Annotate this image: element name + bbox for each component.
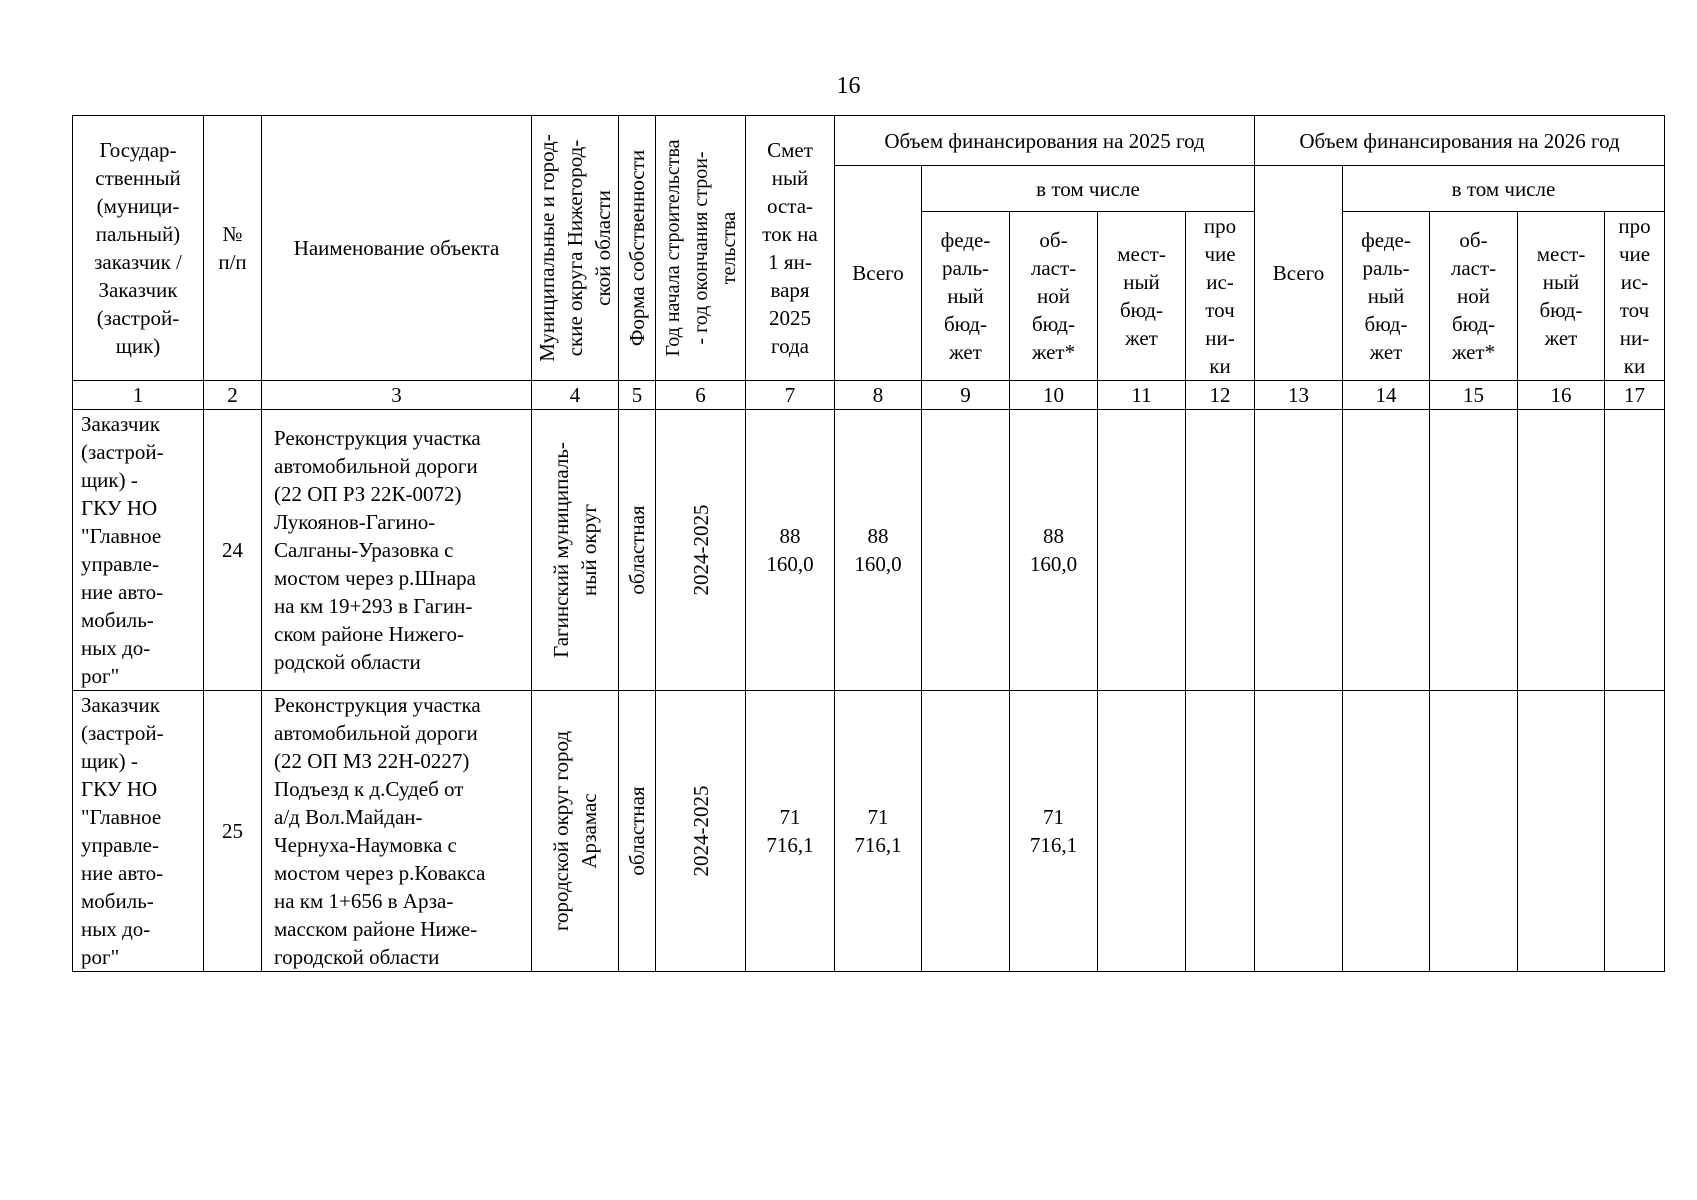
- header-financing-2026: Объем финансирования на 2026 год: [1255, 116, 1665, 166]
- column-number: 9: [922, 381, 1010, 410]
- column-number: 15: [1430, 381, 1518, 410]
- row-other-2025: [1186, 410, 1255, 691]
- row-regional-2026: [1430, 410, 1518, 691]
- header-num: № п/п: [204, 116, 262, 381]
- header-years: Год начала строительства - год окончания строи- тельства: [656, 116, 746, 381]
- header-federal-2025: феде- раль- ный бюд- жет: [922, 212, 1010, 381]
- row-ownership: областная: [619, 691, 656, 972]
- row-federal-2026: [1343, 410, 1430, 691]
- header-including-2026: в том числе: [1343, 166, 1665, 212]
- row-object-name: Реконструкция участка автомобильной дороги (22 ОП РЗ 22К-0072) Лукоянов-Гагино- Салганы-Уразовка с мостом через р.Шнара на км 19+293 в Гагин- ском районе Нижего- родской области: [262, 410, 532, 691]
- header-other-2026: про чие ис- точ ни- ки: [1605, 212, 1665, 381]
- header-object-name: Наименование объекта: [262, 116, 532, 381]
- row-regional-2025: 88 160,0: [1010, 410, 1098, 691]
- header-other-2025: про чие ис- точ ни- ки: [1186, 212, 1255, 381]
- row-municipal: городской округ город Арзамас: [532, 691, 619, 972]
- column-number: 7: [746, 381, 835, 410]
- column-number: 14: [1343, 381, 1430, 410]
- row-federal-2025: [922, 691, 1010, 972]
- header-regional-2025: об- ласт- ной бюд- жет*: [1010, 212, 1098, 381]
- header-total-2025: Всего: [835, 166, 922, 381]
- page-number: 16: [836, 73, 861, 99]
- row-total-2025: 71 716,1: [835, 691, 922, 972]
- column-number: 12: [1186, 381, 1255, 410]
- row-years: 2024-2025: [656, 691, 746, 972]
- column-number: 17: [1605, 381, 1665, 410]
- header-local-2025: мест- ный бюд- жет: [1098, 212, 1186, 381]
- column-number: 3: [262, 381, 532, 410]
- header-municipal: Муниципальные и город- ские округа Нижегород- ской области: [532, 116, 619, 381]
- column-number: 4: [532, 381, 619, 410]
- header-customer: Государ- ственный (муници- пальный) заказчик / Заказчик (застрой- щик): [73, 116, 204, 381]
- row-local-2025: [1098, 410, 1186, 691]
- row-regional-2025: 71 716,1: [1010, 691, 1098, 972]
- column-number: 2: [204, 381, 262, 410]
- row-num: 25: [204, 691, 262, 972]
- row-federal-2025: [922, 410, 1010, 691]
- row-municipal: Гагинский муниципаль- ный округ: [532, 410, 619, 691]
- row-total-2025: 88 160,0: [835, 410, 922, 691]
- table-row: [73, 410, 1665, 691]
- header-ownership: Форма собственности: [619, 116, 656, 381]
- column-number: 11: [1098, 381, 1186, 410]
- financing-table: [72, 115, 1665, 972]
- row-customer: Заказчик (застрой- щик) - ГКУ НО "Главное управле- ние авто- мобиль- ных до- рог": [73, 691, 204, 972]
- row-local-2025: [1098, 691, 1186, 972]
- header-estimate: Смет ный оста- ток на 1 ян- варя 2025 года: [746, 116, 835, 381]
- column-number: 5: [619, 381, 656, 410]
- header-total-2026: Всего: [1255, 166, 1343, 381]
- column-number: 8: [835, 381, 922, 410]
- header-financing-2025: Объем финансирования на 2025 год: [835, 116, 1255, 166]
- row-estimate: 71 716,1: [746, 691, 835, 972]
- row-total-2026: [1255, 410, 1343, 691]
- row-num: 24: [204, 410, 262, 691]
- row-object-name: Реконструкция участка автомобильной дороги (22 ОП МЗ 22Н-0227) Подъезд к д.Судеб от а/д Вол.Майдан- Чернуха-Наумовка с мостом через р.Ковакса на км 1+656 в Арза- масском районе Ниже- городской области: [262, 691, 532, 972]
- row-other-2025: [1186, 691, 1255, 972]
- row-years: 2024-2025: [656, 410, 746, 691]
- column-number: 1: [73, 381, 204, 410]
- row-local-2026: [1518, 410, 1605, 691]
- row-regional-2026: [1430, 691, 1518, 972]
- header-local-2026: мест- ный бюд- жет: [1518, 212, 1605, 381]
- table-row: [73, 691, 1665, 972]
- column-number: 16: [1518, 381, 1605, 410]
- column-number-row: [73, 381, 1665, 410]
- column-number: 10: [1010, 381, 1098, 410]
- header-federal-2026: феде- раль- ный бюд- жет: [1343, 212, 1430, 381]
- row-total-2026: [1255, 691, 1343, 972]
- row-other-2026: [1605, 410, 1665, 691]
- row-federal-2026: [1343, 691, 1430, 972]
- header-regional-2026: об- ласт- ной бюд- жет*: [1430, 212, 1518, 381]
- row-local-2026: [1518, 691, 1605, 972]
- header-including-2025: в том числе: [922, 166, 1255, 212]
- row-customer: Заказчик (застрой- щик) - ГКУ НО "Главное управле- ние авто- мобиль- ных до- рог": [73, 410, 204, 691]
- row-other-2026: [1605, 691, 1665, 972]
- row-estimate: 88 160,0: [746, 410, 835, 691]
- row-ownership: областная: [619, 410, 656, 691]
- column-number: 13: [1255, 381, 1343, 410]
- column-number: 6: [656, 381, 746, 410]
